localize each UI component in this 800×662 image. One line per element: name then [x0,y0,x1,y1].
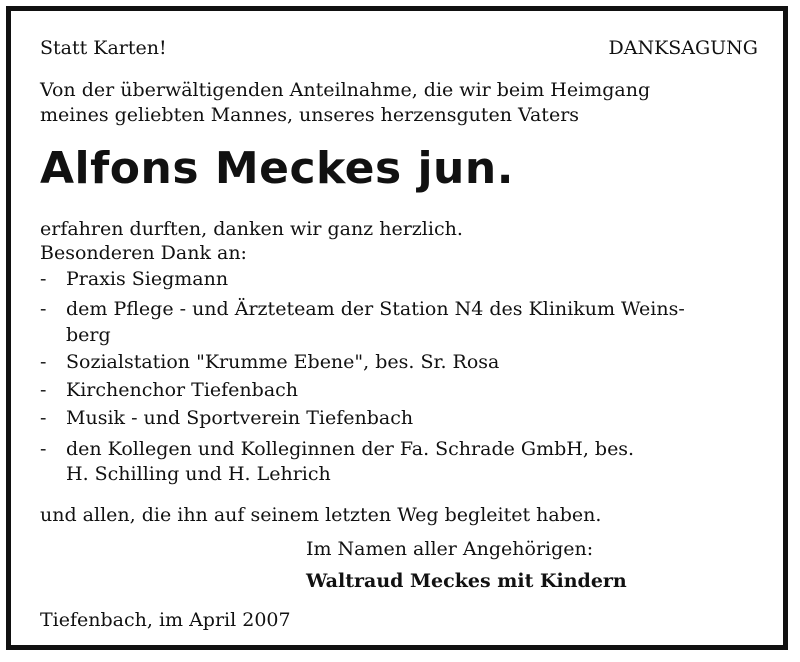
list-item: Kirchenchor Tiefenbach [66,379,299,401]
list-item: Praxis Siegmann [66,268,229,290]
header-left: Statt Karten! [40,37,167,59]
list-item: den Kollegen und Kolleginnen der Fa. Schrade GmbH, bes. [66,438,635,460]
header-title: DANKSAGUNG [608,37,758,59]
list-item-continuation: berg [66,324,111,346]
list-item: dem Pflege - und Ärzteteam der Station N4 des Klinikum Weins- [66,298,685,320]
body-line-1: erfahren durften, danken wir ganz herzlich. [40,218,463,240]
closing-line: und allen, die ihn auf seinem letzten Weg begleitet haben. [40,504,602,526]
signature-name: Waltraud Meckes mit Kindern [306,570,627,592]
body-line-2: Besonderen Dank an: [40,242,247,264]
intro-line-2: meines geliebten Mannes, unseres herzensguten Vaters [40,104,580,126]
intro-line-1: Von der überwältigenden Anteilnahme, die wir beim Heimgang [40,79,651,101]
list-bullet: - [40,407,47,429]
list-bullet: - [40,268,47,290]
list-item: Sozialstation "Krumme Ebene", bes. Sr. Rosa [66,351,500,373]
list-bullet: - [40,298,47,320]
list-bullet: - [40,379,47,401]
list-item-continuation: H. Schilling und H. Lehrich [66,463,331,485]
deceased-name: Alfons Meckes jun. [40,143,514,194]
list-item: Musik - und Sportverein Tiefenbach [66,407,414,429]
place-date: Tiefenbach, im April 2007 [40,609,291,631]
list-bullet: - [40,351,47,373]
list-bullet: - [40,438,47,460]
signature-prefix: Im Namen aller Angehörigen: [306,538,594,560]
